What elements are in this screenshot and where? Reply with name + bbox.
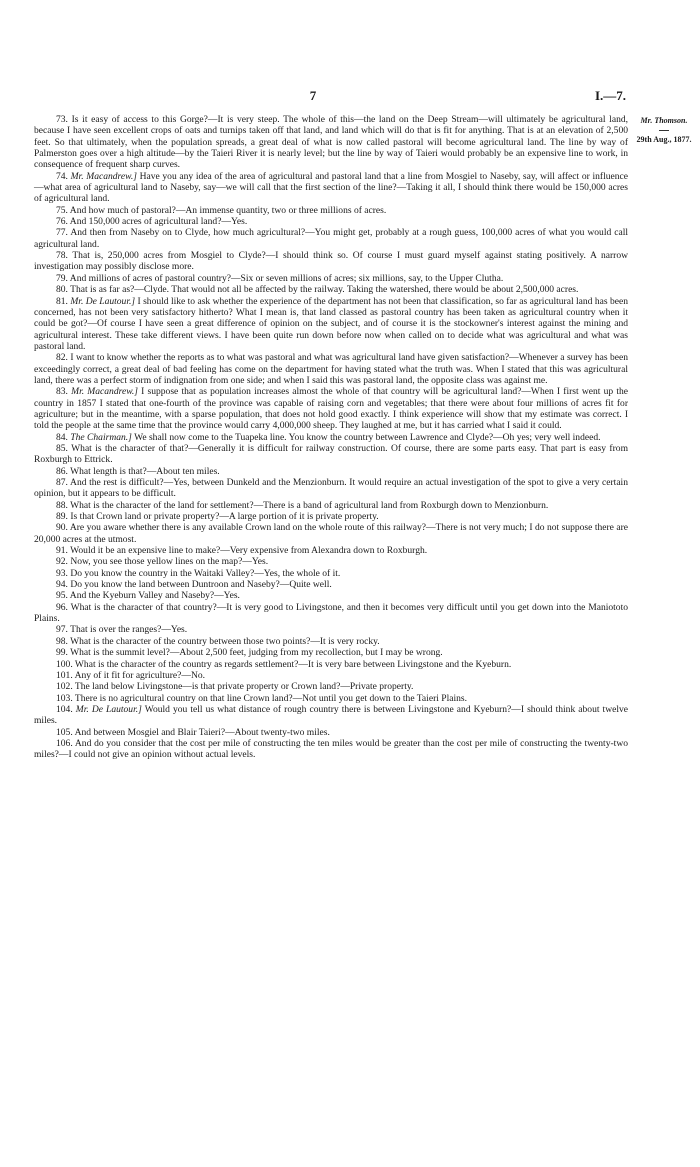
- evidence-paragraph: 82. I want to know whether the reports as to what was pastoral and what was agricultural land have given satisfaction?—Whenever a survey has been exceedingly correct, a great deal of bad feeling has come on the department for having stated what the truth was. When I stated that this was agricultural land, there was a perfect storm of indignation from one side; and when I said this was pastoral land, the opposite class was against me.: [34, 352, 628, 386]
- evidence-paragraph: 105. And between Mosgiel and Blair Taieri?—About twenty-two miles.: [56, 726, 330, 738]
- evidence-paragraph: [34, 171, 628, 205]
- evidence-paragraph: [34, 704, 628, 727]
- question-number: 84.: [56, 431, 71, 443]
- evidence-paragraph: [34, 386, 628, 431]
- evidence-paragraph: 85. What is the character of that?—Generally it is difficult for railway construction. Of course, there are some parts easy. That part is easy from Roxburgh to Ettrick.: [34, 442, 628, 466]
- question-number: 74.: [56, 170, 71, 182]
- evidence-paragraph: 98. What is the character of the country between those two points?—It is very rocky.: [56, 635, 380, 647]
- evidence-paragraph: 101. Any of it fit for agriculture?—No.: [56, 669, 206, 681]
- witness-name: Mr. Thomson.: [640, 116, 688, 125]
- evidence-paragraph: 103. There is no agricultural country on that line Crown land?—Not until you get down to the Taieri Plains.: [56, 692, 468, 704]
- evidence-paragraph: 87. And the rest is difficult?—Yes, between Dunkeld and the Menzionburn. It would require an actual investigation of the spot to give a very certain opinion, but it appears to be difficult.: [34, 477, 628, 500]
- paragraph-text: I suppose that as population increases almost the whole of that country will be agricultural land?—When I first went up the country in 1857 I stated that one-fourth of the province was capable of raising corn and vegetables; that there were about four millions of acres fit for agriculture; but in the meantime, with a sparse population, that does not hold good exactly. I think experience will show that my estimate was correct. I told the people at the same time that the province would carry 4,000,000 sheep. They laughed at me, but it has carried what I said it could.: [34, 386, 628, 432]
- evidence-paragraph: 89. Is that Crown land or private property?—A large portion of it is private property.: [56, 511, 379, 523]
- speaker-name: Mr. Macandrew.]: [70, 170, 137, 182]
- evidence-body: [34, 114, 628, 761]
- evidence-paragraph: 92. Now, you see those yellow lines on the map?—Yes.: [56, 556, 269, 568]
- evidence-paragraph: 75. And how much of pastoral?—An immense quantity, two or three millions of acres.: [56, 204, 387, 216]
- paragraph-text: Would you tell us what distance of rough country there is between Livingstone and Kyeburn?—I should think about twelve miles.: [34, 703, 629, 727]
- paragraph-text: Have you any idea of the area of agricultural and pastoral land that a line from Mosgiel to Naseby, say, will affect or influence—what area of agricultural land to Naseby, say—we will call that the first section of the line?—Taking it all, I should think there would be 150,000 acres of agricultural land.: [34, 170, 628, 205]
- question-number: 104.: [56, 703, 76, 715]
- evidence-paragraph: 73. Is it easy of access to this Gorge?—It is very steep. The whole of this—the land on the Deep Stream—will ultimately be agricultural land, because I have seen excellent crops of oats and turnips taken off that land, and land which will do that is fit for anything. That is at an elevation of 2,500 feet. So that ultimately, when the population spreads, a great deal of what is now called pastoral will become agricultural land. The line by way of Palmerston goes over a high altitude—by the Taieri River it is nearly level; but the line by way of Taieri would probably be an expensive line to work, in consequence of frequent sharp curves.: [34, 114, 628, 171]
- page-number: 7: [309, 88, 317, 103]
- evidence-paragraph: 88. What is the character of the land for settlement?—There is a band of agricultural land from Roxburgh down to Menzionburn.: [56, 499, 549, 511]
- paragraph-text: We shall now come to the Tuapeka line. You know the country between Lawrence and Clyde?—Oh yes; very well indeed.: [131, 431, 601, 443]
- evidence-paragraph: 77. And then from Naseby on to Clyde, how much agricultural?—You might get, probably at a rough guess, 100,000 acres of what you would call agricultural land.: [34, 227, 628, 250]
- margin-rule: [659, 130, 669, 131]
- evidence-paragraph: 96. What is the character of that country?—It is very good to Livingstone, and then it becomes very difficult until you get down into the Maniototo Plains.: [34, 601, 628, 625]
- evidence-paragraph: 100. What is the character of the country as regards settlement?—It is very bare between Livingstone and the Kyeburn.: [56, 658, 512, 670]
- evidence-paragraph: 91. Would it be an expensive line to make?—Very expensive from Alexandra down to Roxburgh.: [56, 545, 428, 557]
- evidence-paragraph: 94. Do you know the land between Duntroon and Naseby?—Quite well.: [56, 579, 332, 591]
- evidence-paragraph: 106. And do you consider that the cost per mile of constructing the ten miles would be greater than the cost per mile of constructing the twenty-two miles?—I could not give an opinion without actual levels.: [34, 737, 628, 761]
- evidence-paragraph: 102. The land below Livingstone—is that private property or Crown land?—Private property.: [56, 681, 414, 693]
- evidence-paragraph: 76. And 150,000 acres of agricultural land?—Yes.: [56, 216, 248, 228]
- paragraph-text: I should like to ask whether the experience of the department has not been that classification, so far as agricultural land has been concerned, has not been very satisfactory hitherto? What I mean is, that land classed as pastoral country has been taken as agricultural country when it could be got?—Of course I have seen a great difference of opinion on the subject, and of course it is the stockowner's interest against the mining and agricultural interest. These take different views. I have been quite run down before now when called on to decide what was agricultural and what was pastoral land.: [34, 295, 628, 352]
- speaker-name: The Chairman.]: [70, 431, 132, 443]
- evidence-paragraph: 99. What is the summit level?—About 2,500 feet, judging from my recollection, but I may be wrong.: [56, 647, 443, 659]
- evidence-paragraph: 86. What length is that?—About ten miles.: [56, 465, 220, 477]
- evidence-paragraph: 93. Do you know the country in the Waitaki Valley?—Yes, the whole of it.: [56, 567, 341, 579]
- evidence-paragraph: 90. Are you aware whether there is any available Crown land on the whole route of this railway?—There is not very much; I do not suppose there are 20,000 acres at the utmost.: [34, 522, 628, 545]
- hearing-date: 29th Aug., 1877.: [636, 135, 692, 144]
- speaker-name: Mr. De Lautour.]: [75, 703, 142, 715]
- evidence-paragraph: [34, 296, 628, 353]
- speaker-name: Mr. Macandrew.]: [71, 386, 138, 398]
- evidence-paragraph: 97. That is over the ranges?—Yes.: [56, 624, 188, 636]
- speaker-name: Mr. De Lautour.]: [70, 295, 136, 307]
- question-number: 81.: [56, 295, 71, 307]
- evidence-paragraph: 95. And the Kyeburn Valley and Naseby?—Yes.: [56, 590, 240, 602]
- evidence-paragraph: 80. That is as far as?—Clyde. That would not all be affected by the railway. Taking the watershed, there would be about 2,500,000 acres.: [56, 284, 579, 296]
- evidence-paragraph: [34, 432, 628, 443]
- margin-note: [632, 115, 696, 146]
- document-reference: I.—7.: [594, 88, 626, 103]
- question-number: 83.: [56, 386, 72, 398]
- evidence-paragraph: 79. And millions of acres of pastoral country?—Six or seven millions of acres; six millions, say, to the Upper Clutha.: [56, 272, 504, 284]
- evidence-paragraph: 78. That is, 250,000 acres from Mosgiel to Clyde?—I should think so. Of course I must guard myself against stating positively. A narrow investigation may possibly disclose more.: [34, 250, 628, 273]
